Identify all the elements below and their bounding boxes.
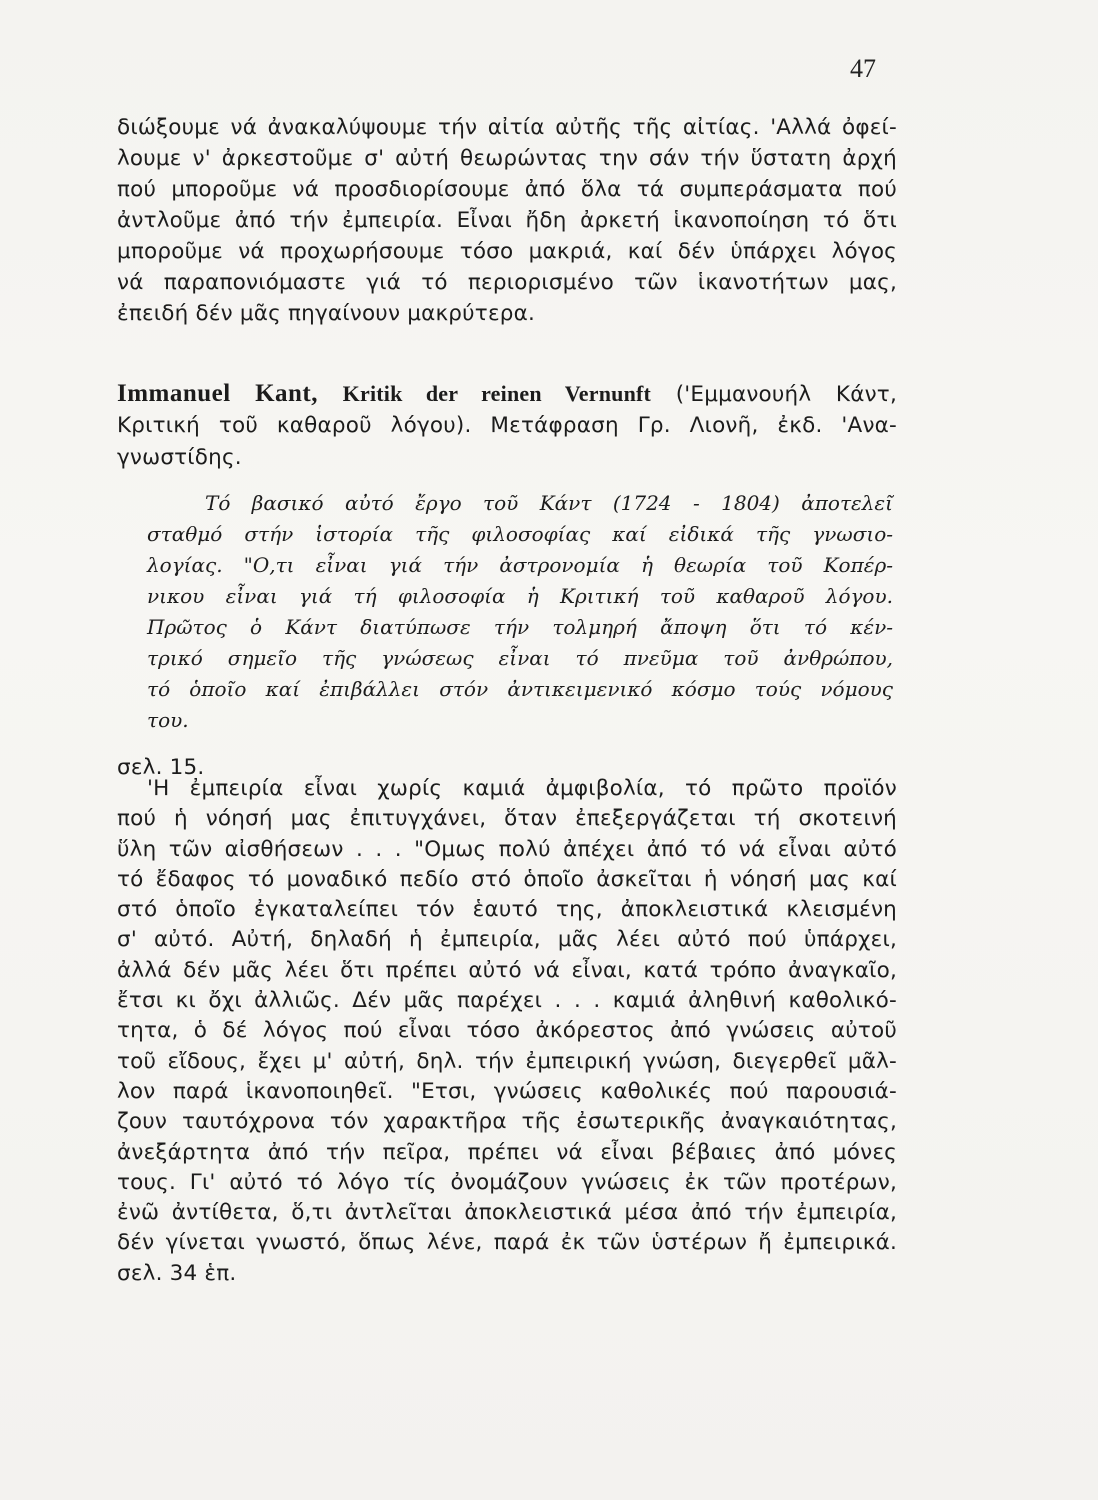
text-line: δέν γίνεται γνωστό, ὅπως λένε, παρά ἐκ τῶν ὑστέρων ἤ ἐμπειρικά. xyxy=(117,1230,897,1256)
text-line: 'Η ἐμπειρία εἶναι χωρίς καμιά ἀμφιβολία, τό πρῶτο προϊόν xyxy=(147,776,897,801)
note-line: τρικό σημεῖο τῆς γνώσεως εἶναι τό πνεῦμα τοῦ ἀνθρώπου, xyxy=(147,646,893,670)
page-reference: σελ. 34 ἑπ. xyxy=(117,1260,237,1286)
reference-line: σελ. 15. xyxy=(117,755,205,780)
text-line: ζουν ταυτόχρονα τόν χαρακτῆρα τῆς ἐσωτερικῆς ἀναγκαιότητας, xyxy=(117,1109,897,1135)
editorial-note xyxy=(147,488,893,736)
text-line: λουμε ν' ἀρκεστοῦμε σ' αὐτή θεωρώντας την σάν τήν ὕστατη ἀρχή xyxy=(117,146,897,171)
text-line: ὕλη τῶν αἰσθήσεων . . . "Ομως πολύ ἀπέχει ἀπό τό νά εἶναι αὐτό xyxy=(117,836,897,862)
note-line: σταθμό στήν ἱστορία τῆς φιλοσοφίας καί εἰδικά τῆς γνωσιο- xyxy=(147,522,893,546)
text-line: διώξουμε νά ἀνακαλύψουμε τήν αἰτία αὐτῆς τῆς αἰτίας. 'Αλλά ὀφεί- xyxy=(117,115,897,140)
text-line: πού ἡ νόησή μας ἐπιτυγχάνει, ὅταν ἐπεξεργάζεται τή σκοτεινή xyxy=(117,806,897,832)
note-line: νικου εἶναι γιά τή φιλοσοφία ἡ Κριτική τοῦ καθαροῦ λόγου. xyxy=(147,584,893,608)
note-line: Τό βασικό αὐτό ἔργο τοῦ Κάντ (1724 - 1804) ἀποτελεῖ xyxy=(205,491,893,515)
text-line: μποροῦμε νά προχωρήσουμε τόσο μακριά, καί δέν ὑπάρχει λόγος xyxy=(117,239,897,264)
note-line: Πρῶτος ὁ Κάντ διατύπωσε τήν τολμηρή ἄποψη ὅτι τό κέν- xyxy=(147,615,893,639)
text-line: στό ὁποῖο ἐγκαταλείπει τόν ἑαυτό της, ἀποκλειστικά κλεισμένη xyxy=(117,897,897,923)
quotation-paragraph xyxy=(117,774,897,1289)
citation-line: Κριτική τοῦ καθαροῦ λόγου). Μετάφραση Γρ. Λιονῆ, ἐκδ. 'Ανα- xyxy=(117,413,897,438)
text-line: ἔτσι κι ὄχι ἀλλιῶς. Δέν μᾶς παρέχει . . . καμιά ἀληθινή καθολικό- xyxy=(117,988,897,1014)
text-line: τους. Γι' αὐτό τό λόγο τίς ὀνομάζουν γνώσεις ἐκ τῶν προτέρων, xyxy=(117,1169,897,1195)
text-line: ἀλλά δέν μᾶς λέει ὅτι πρέπει αὐτό νά εἶναι, κατά τρόπο ἀναγκαῖο, xyxy=(117,957,897,983)
text-line: τοῦ εἴδους, ἔχει μ' αὐτή, δηλ. τήν ἐμπειρική γνώση, διεγερθεῖ μᾶλ- xyxy=(117,1048,897,1074)
citation-author: Immanuel Kant, xyxy=(117,380,319,407)
text-line: σ' αὐτό. Αὐτή, δηλαδή ἡ ἐμπειρία, μᾶς λέει αὐτό πού ὑπάρχει, xyxy=(117,927,897,953)
citation-greek-title: ('Εμμανουήλ Κάντ, xyxy=(675,382,897,407)
paragraph-intro xyxy=(117,112,897,329)
text-line: τό ἔδαφος τό μοναδικό πεδίο στό ὁποῖο ἀσκεῖται ἡ νόησή μας καί xyxy=(117,866,897,892)
text-line: ἀντλοῦμε ἀπό τήν ἐμπειρία. Εἶναι ἤδη ἀρκετή ἱκανοποίηση τό ὅτι xyxy=(117,208,897,233)
text-line: ἐνῶ ἀντίθετα, ὅ,τι ἀντλεῖται ἀποκλειστικά μέσα ἀπό τήν ἐμπειρία, xyxy=(117,1200,897,1226)
text-line: ἀνεξάρτητα ἀπό τήν πεῖρα, πρέπει νά εἶναι βέβαιες ἀπό μόνες xyxy=(117,1139,897,1165)
text-line: ἐπειδή δέν μᾶς πηγαίνουν μακρύτερα. xyxy=(117,301,536,326)
citation-line: γνωστίδης. xyxy=(117,445,242,470)
citation-title: Kritik der reinen Vernunft xyxy=(342,381,652,406)
note-line: του. xyxy=(147,708,189,732)
bibliographic-citation xyxy=(117,378,897,474)
page-number: 47 xyxy=(850,54,876,83)
text-line: λον παρά ἱκανοποιηθεῖ. "Ετσι, γνώσεις καθολικές πού παρουσιά- xyxy=(117,1078,897,1104)
text-line: νά παραπονιόμαστε γιά τό περιορισμένο τῶν ἱκανοτήτων μας, xyxy=(117,270,897,295)
note-line: λογίας. "Ο,τι εἶναι γιά τήν ἀστρονομία ἡ θεωρία τοῦ Κοπέρ- xyxy=(147,553,893,577)
note-line: τό ὁποῖο καί ἐπιβάλλει στόν ἀντικειμενικό κόσμο τούς νόμους xyxy=(147,677,893,701)
text-line: πού μποροῦμε νά προσδιορίσουμε ἀπό ὅλα τά συμπεράσματα πού xyxy=(117,177,897,202)
text-line: τητα, ὁ δέ λόγος πού εἶναι τόσο ἀκόρεστος ἀπό γνώσεις αὐτοῦ xyxy=(117,1018,897,1044)
citation-line xyxy=(117,378,897,410)
